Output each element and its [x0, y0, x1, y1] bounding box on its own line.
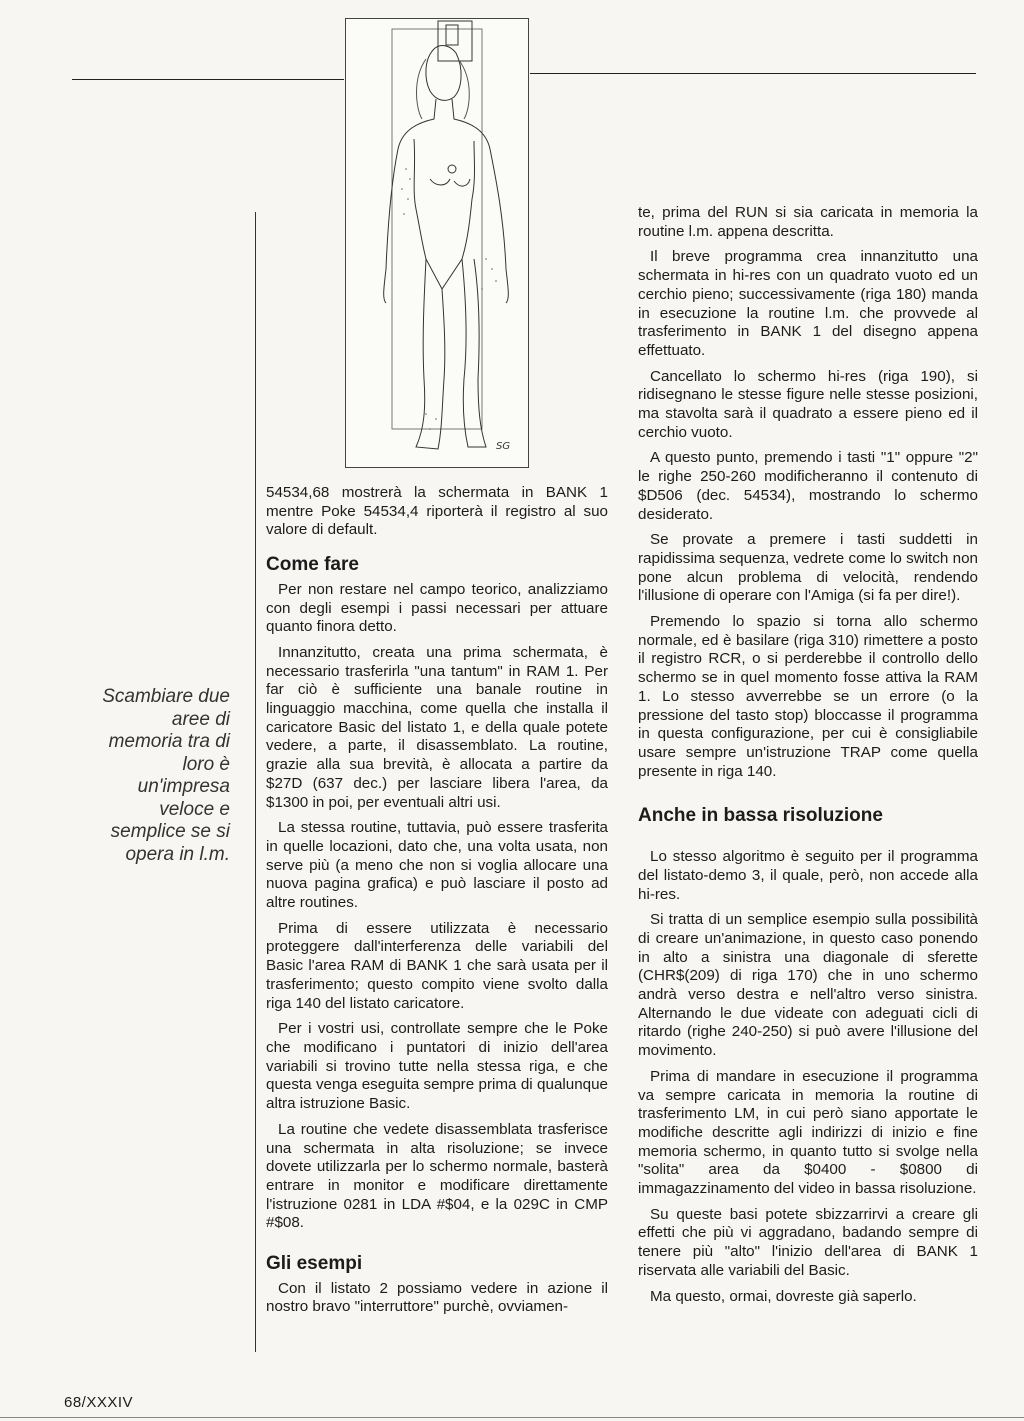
section-heading-anche-in-bassa-risoluzione: Anche in bassa risoluzione: [638, 805, 883, 827]
body-paragraph: La stessa routine, tuttavia, può essere trasferita in quelle locazioni, dato che, una volta usata, non serve più (a meno che non si voglia allocare una nuova pagina grafica) e può lasciare il posto ad altre routines.: [266, 819, 608, 912]
body-paragraph: 54534,68 mostrerà la schermata in BANK 1 mentre Poke 54534,4 riporterà il registro al suo valore di default.: [266, 484, 608, 539]
section-heading-come-fare: Come fare: [266, 554, 359, 576]
pull-quote-line: semplice se si: [110, 821, 230, 842]
pull-quote: [85, 686, 230, 866]
header-rule-right: [530, 73, 976, 74]
body-paragraph: Prima di mandare in esecuzione il programma va sempre caricata in memoria la routine di trasferimento LM, in cui però siano apportate le modifiche descritte agli indirizzi di inizio e fine memoria schermo, in quanto tutto si svolge nella "solita" area da $0400 - $0800 di immagazzinamento del video in bassa risoluzione.: [638, 1067, 978, 1198]
body-paragraph: Per i vostri usi, controllate sempre che le Poke che modificano i puntatori di inizio dell'area variabili si trovino tutte nella stessa riga, e che questa venga eseguita sempre prima di qualunque altra istruzione Basic.: [266, 1020, 608, 1113]
figure-drawing: [346, 19, 528, 467]
pull-quote-line: veloce e: [159, 798, 230, 820]
pull-quote-line: memoria tra di: [108, 731, 230, 752]
body-paragraph: Per non restare nel campo teorico, analizziamo con degli esempi i passi necessari per attuare quanto finora detto.: [266, 580, 608, 636]
body-paragraph: Ma questo, ormai, dovreste già saperlo.: [650, 1287, 917, 1305]
body-paragraph: Innanzitutto, creata una prima schermata, è necessario trasferirla "una tantum" in RAM 1. Per far ciò è sufficiente una banale routine in linguaggio macchina, come quella che installa il caricatore Basic del listato 1, e della quale potete vedere, a parte, il disassemblato. La routine, grazie alla sua brevità, è allocata a partire da $27D (637 dec.) per lasciare libera l'area, da $1300 in poi, per eventuali altri usi.: [266, 643, 608, 811]
pull-quote-line: un'impresa: [137, 776, 230, 797]
body-paragraph: Premendo lo spazio si torna allo schermo normale, ed è basilare (riga 310) rimettere a posto il registro RCR, o si perderebbe il controllo dello schermo se in quel momento fosse attiva la RAM 1. Lo stesso avverrebbe se un errore (o la pressione del tasto stop) bloccasse il programma in questa configurazione, per cui è consigliabile usare sempre un'istruzione TRAP come quella presente in riga 140.: [638, 613, 978, 780]
body-paragraph: A questo punto, premendo i tasti "1" oppure "2" le righe 250-260 modificheranno il contenuto di $D506 (dec. 54534), mostrando lo schermo desiderato.: [638, 449, 978, 523]
page-number: 68/XXXIV: [64, 1394, 134, 1411]
body-paragraph: Su queste basi potete sbizzarrirvi a creare gli effetti che più vi aggradano, badando sempre di tenere più "alto" l'inizio dell'area di BANK 1 riservata alle variabili del Basic.: [638, 1205, 978, 1279]
footer-rule: [0, 1417, 1024, 1418]
body-paragraph: Si tratta di un semplice esempio sulla possibilità di creare un'animazione, in questo caso ponendo in alto a sinistra una diagonale di sferette (CHR$(209) di riga 170) che in uno schermo andrà verso destra e nell'altro verso sinistra. Alternando le due videate con adeguati cicli di ritardo (righe 240-250) si può avere l'illusione del movimento.: [638, 911, 978, 1060]
svg-text:SG: SG: [496, 441, 511, 452]
body-paragraph: Lo stesso algoritmo è seguito per il programma del listato-demo 3, il quale, però, non accede alla hi-res.: [638, 848, 978, 903]
figure-illustration: [345, 18, 529, 468]
section-heading-gli-esempi: Gli esempi: [266, 1253, 363, 1275]
body-paragraph: La routine che vedete disassemblata trasferisce una schermata in alta risoluzione; se invece dovete utilizzarla per lo schermo normale, basterà entrare in monitor e modificare direttamente l'istruzione 0281 in LDA #$04, e la 029C in CMP #$08.: [266, 1120, 608, 1232]
pull-quote-line: Scambiare due: [102, 686, 230, 707]
header-rule-left: [72, 79, 344, 80]
pull-quote-line: opera in l.m.: [125, 843, 230, 865]
body-paragraph: te, prima del RUN si sia caricata in memoria la routine l.m. appena descritta.: [638, 204, 978, 240]
body-paragraph: Con il listato 2 possiamo vedere in azione il nostro bravo "interruttore" purchè, ovviamen-: [266, 1279, 608, 1316]
body-paragraph: Il breve programma crea innanzitutto una schermata in hi-res con un quadrato vuoto ed un cerchio pieno; successivamente (riga 180) manda in esecuzione la routine l.m. che provvede al trasferimento in BANK 1 del disegno appena effettuato.: [638, 248, 978, 359]
right-column: [638, 204, 978, 1313]
body-paragraph: Cancellato lo schermo hi-res (riga 190), si ridisegnano le stesse figure nelle stesse posizioni, ma stavolta sarà il quadrato a essere pieno ed il cerchio vuoto.: [638, 367, 978, 441]
body-paragraph: Se provate a premere i tasti suddetti in rapidissima sequenza, vedrete come lo switch non pone alcun problema di velocità, rendendo l'illusione di operare con l'Amiga (si fa per dire!).: [638, 531, 978, 605]
pull-quote-line: loro è: [182, 753, 230, 775]
pull-quote-line: aree di: [171, 708, 230, 730]
body-paragraph: Prima di essere utilizzata è necessario proteggere dall'interferenza delle variabili del Basic l'area RAM di BANK 1 che sarà usata per il trasferimento; questo compito viene svolto dalla riga 140 del listato caricatore.: [266, 919, 608, 1012]
left-column: [266, 484, 608, 1324]
column-divider: [255, 212, 256, 1352]
